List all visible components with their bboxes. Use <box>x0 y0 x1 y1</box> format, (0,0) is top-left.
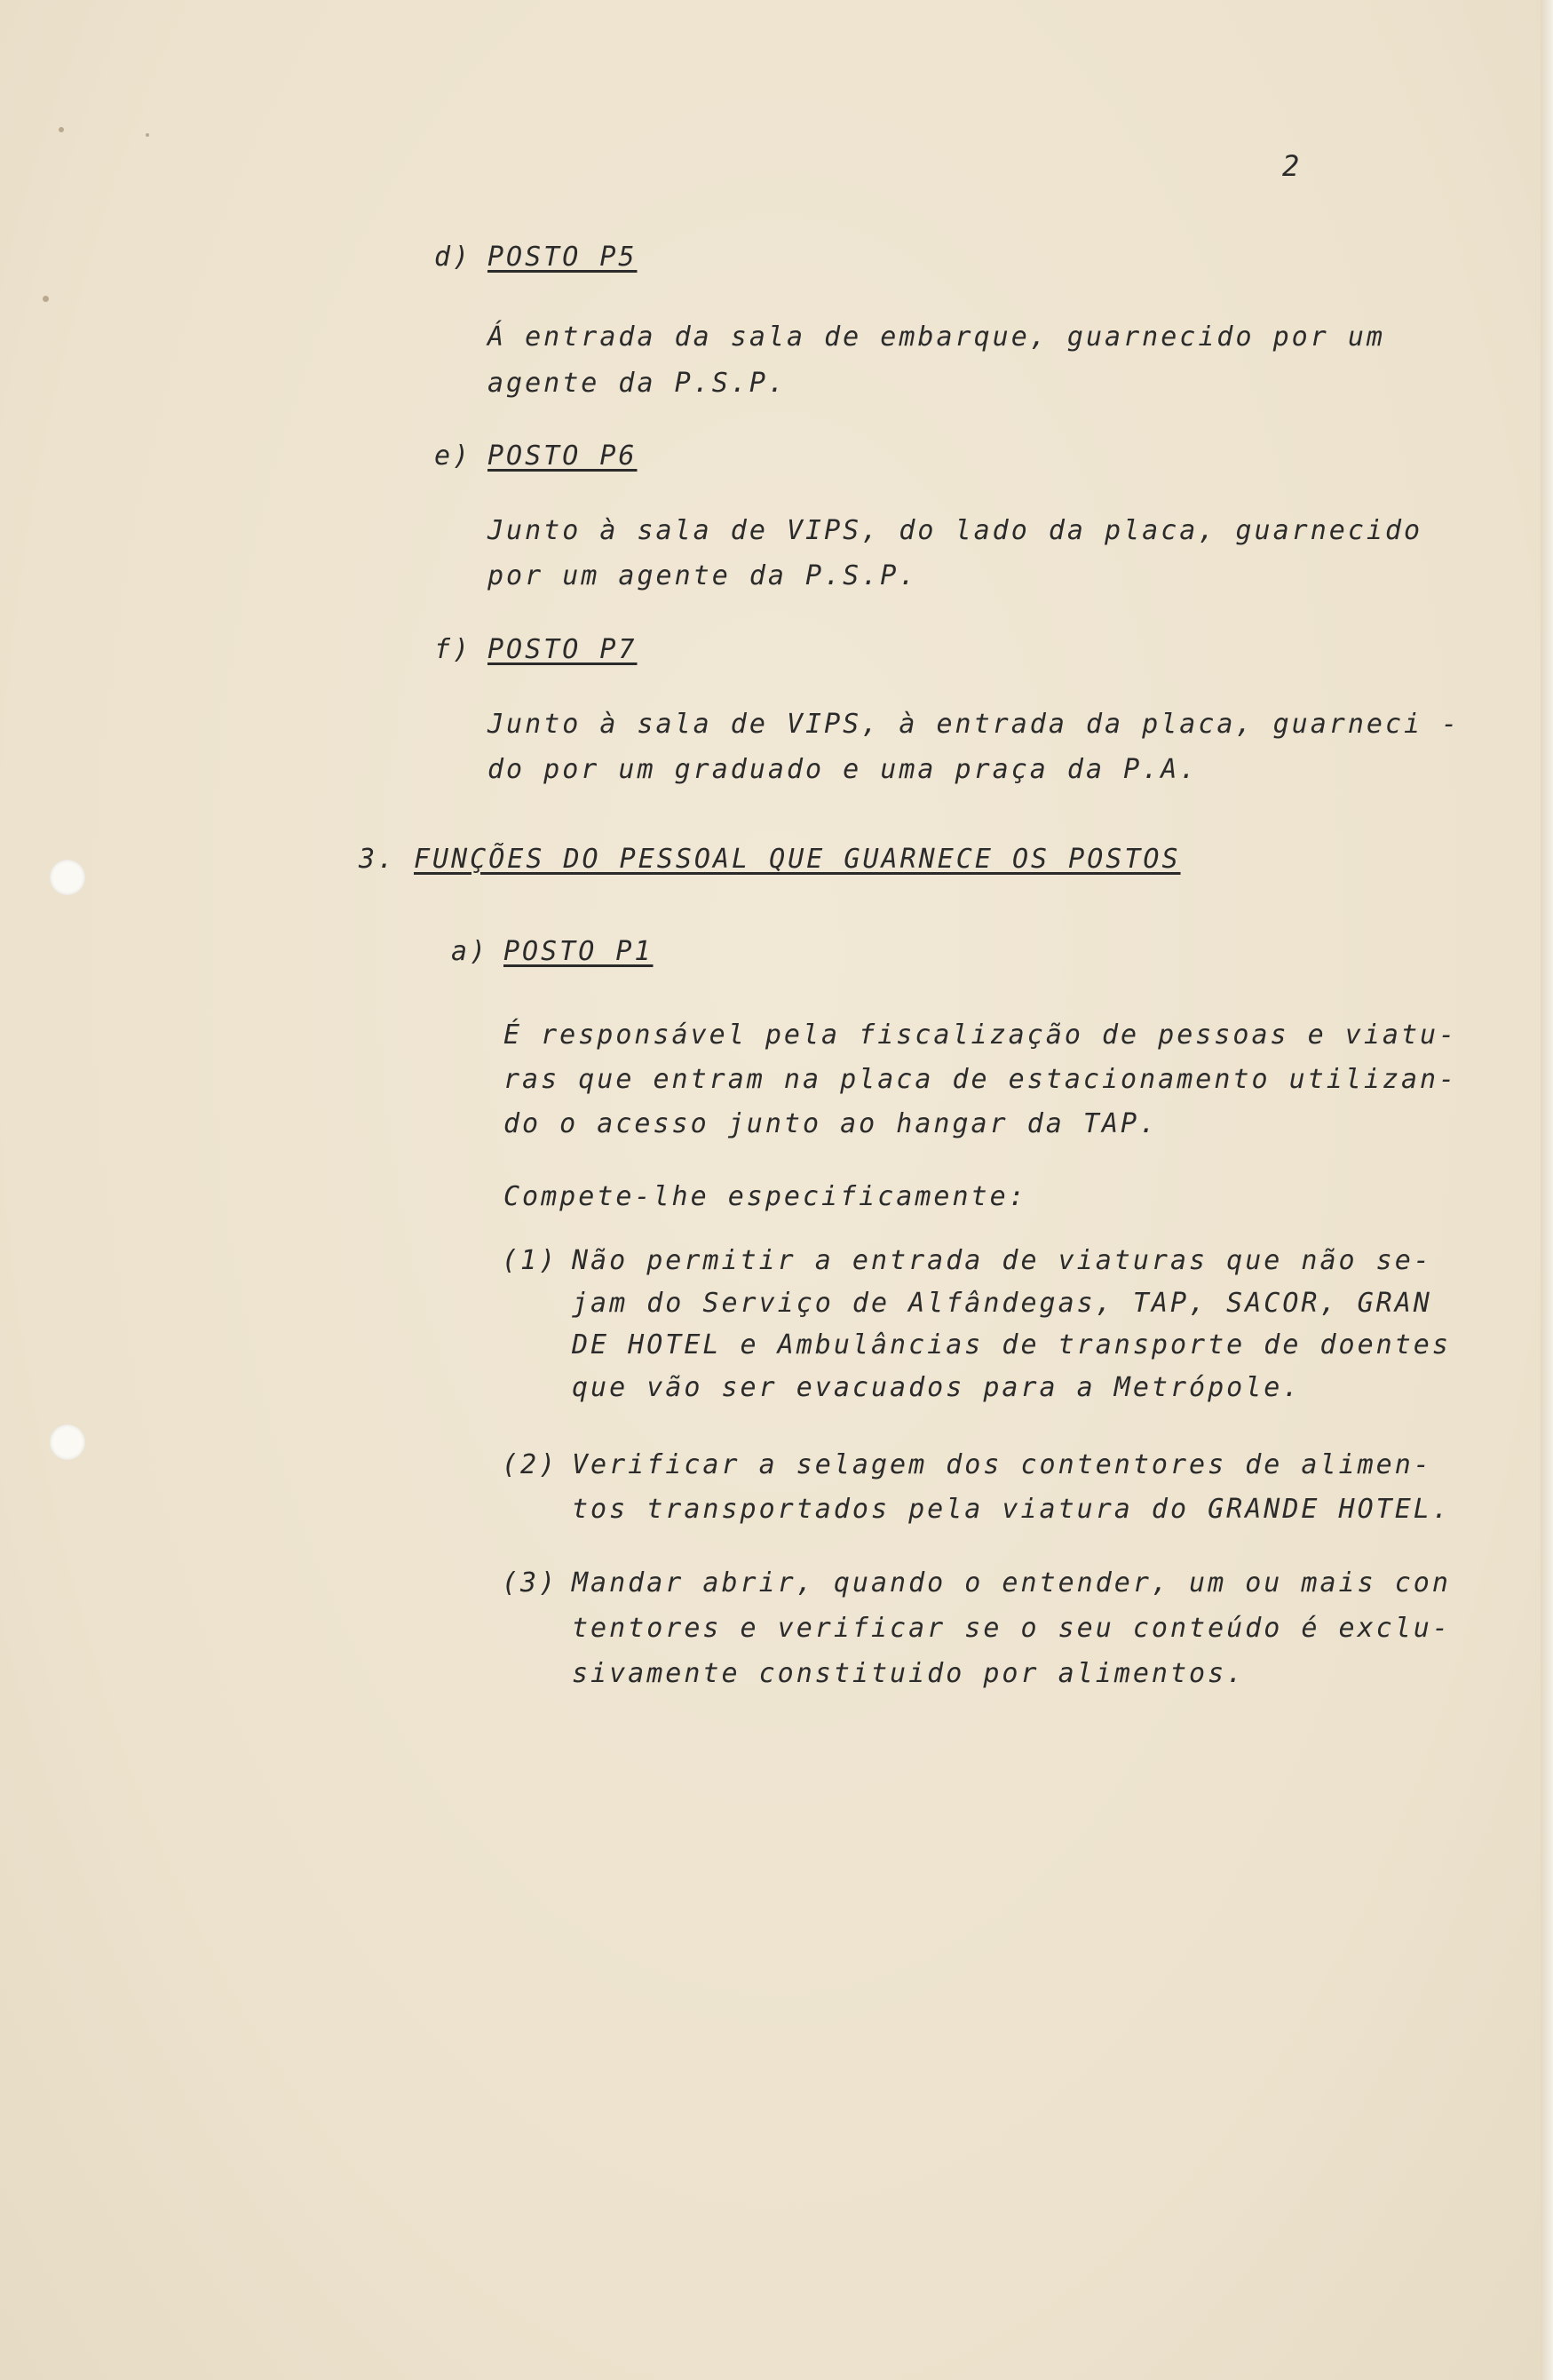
list-item-1-number: (1) <box>502 1245 559 1276</box>
list-item-1-line-4: que vão ser evacuados para a Metrópole. <box>572 1372 1302 1403</box>
list-item-3-number: (3) <box>502 1567 559 1599</box>
item-d-marker: d) <box>434 242 472 273</box>
list-item-1-line-3: DE HOTEL e Ambulâncias de transporte de doentes <box>572 1329 1451 1361</box>
list-item-3-line-2: tentores e verificar se o seu conteúdo é exclu- <box>572 1613 1451 1644</box>
item-f-line-1: Junto à sala de VIPS, à entrada da placa, guarneci - <box>487 709 1461 740</box>
item-e-line-2: por um agente da P.S.P. <box>487 560 918 591</box>
section-3-title: FUNÇÕES DO PESSOAL QUE GUARNECE OS POSTOS <box>414 844 1181 875</box>
item-a-paragraph-line-2: ras que entram na placa de estacionamento utilizan- <box>503 1064 1458 1095</box>
item-e-heading: POSTO P6 <box>487 440 638 472</box>
item-f-heading: POSTO P7 <box>487 634 638 665</box>
list-item-3-line-3: sivamente constituido por alimentos. <box>572 1658 1246 1689</box>
page-number: 2 <box>1282 149 1300 183</box>
item-a-heading: POSTO P1 <box>503 936 654 967</box>
punch-hole-bottom <box>50 1424 85 1460</box>
item-f-marker: f) <box>434 634 472 665</box>
item-a-paragraph-line-3: do o acesso junto ao hangar da TAP. <box>503 1108 1159 1139</box>
item-e-marker: e) <box>434 440 472 472</box>
paper-edge <box>1541 0 1553 2380</box>
list-item-1-line-1: Não permitir a entrada de viaturas que não se- <box>572 1245 1432 1276</box>
item-a-paragraph-line-1: É responsável pela fiscalização de pessoas e viatu- <box>503 1019 1458 1051</box>
list-item-1-line-2: jam do Serviço de Alfândegas, TAP, SACOR, GRAN <box>572 1288 1432 1319</box>
item-d-line-1: Á entrada da sala de embarque, guarnecido por um <box>487 321 1385 353</box>
punch-hole-top <box>50 860 85 895</box>
item-e-line-1: Junto à sala de VIPS, do lado da placa, guarnecido <box>487 515 1423 546</box>
compete-line: Compete-lhe especificamente: <box>503 1181 1027 1212</box>
list-item-2-line-2: tos transportados pela viatura do GRANDE HOTEL. <box>572 1494 1451 1525</box>
speck <box>43 296 49 302</box>
item-a-marker: a) <box>451 936 489 967</box>
speck <box>146 133 149 137</box>
list-item-3-line-1: Mandar abrir, quando o entender, um ou mais con <box>572 1567 1451 1599</box>
list-item-2-line-1: Verificar a selagem dos contentores de alimen- <box>572 1449 1432 1480</box>
item-d-line-2: agente da P.S.P. <box>487 368 787 399</box>
list-item-2-number: (2) <box>502 1449 559 1480</box>
section-3-number: 3. <box>359 844 397 875</box>
item-f-line-2: do por um graduado e uma praça da P.A. <box>487 754 1199 785</box>
speck <box>59 127 64 132</box>
item-d-heading: POSTO P5 <box>487 242 638 273</box>
